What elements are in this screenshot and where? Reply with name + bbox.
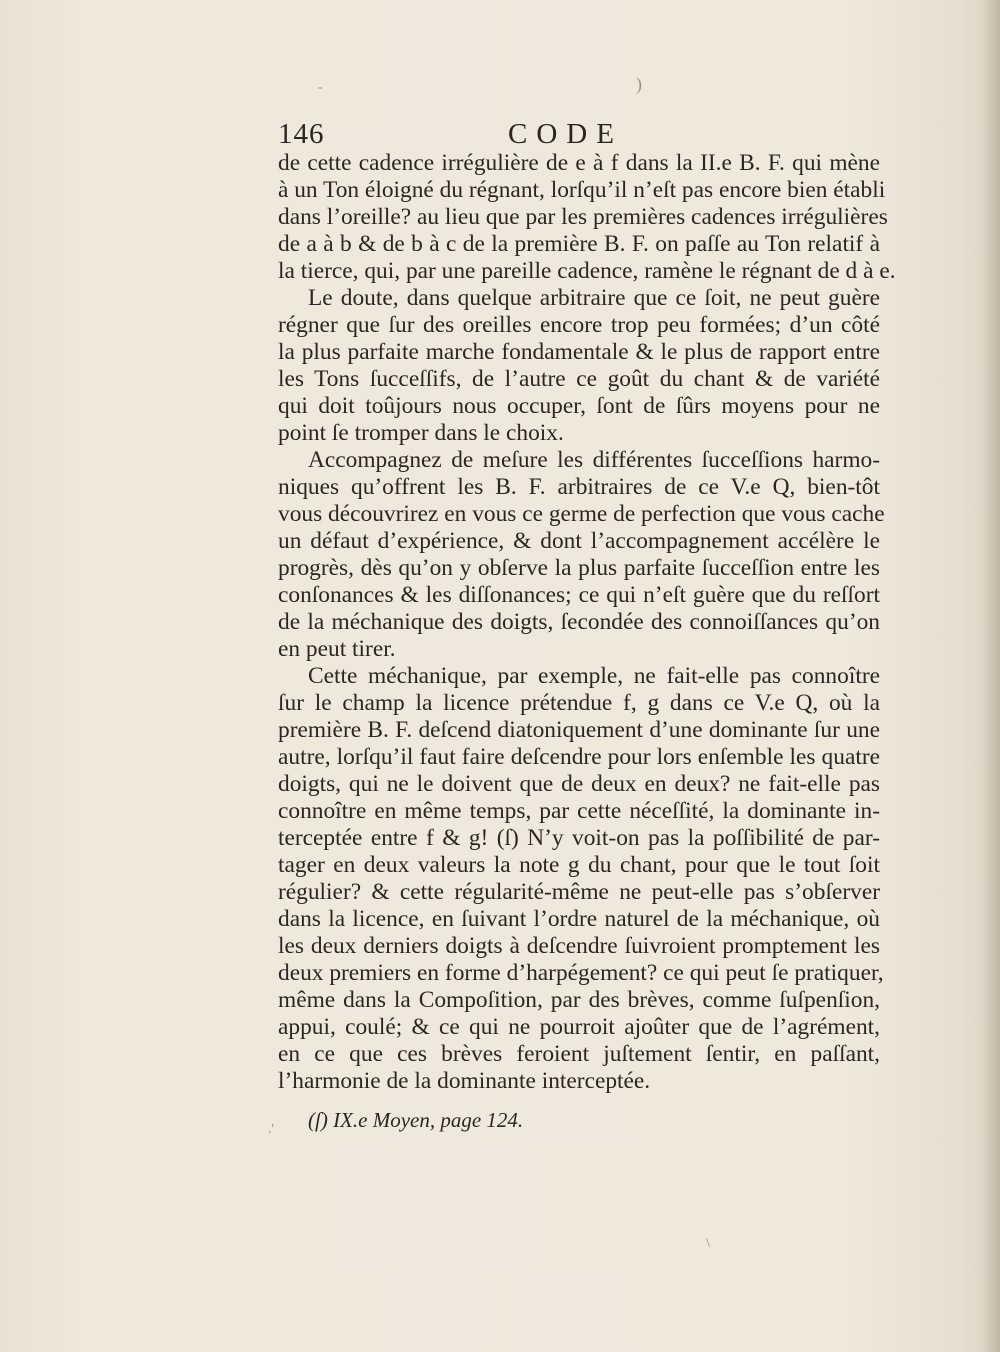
text-line: autre, lorſqu’il faut faire deſcendre pour lors enſemble les quatre — [278, 744, 880, 770]
text-line: les deux derniers doigts à deſcendre ſuivroient promptement les — [278, 933, 880, 959]
text-line: de a à b & de b à c de la première B. F. on paſſe au Ton relatif à — [278, 231, 880, 257]
footnote: (ſ) IX.e Moyen, page 124. — [308, 1108, 524, 1132]
text-line: Le doute, dans quelque arbitraire que ce ſoit, ne peut guère — [308, 285, 880, 311]
text-line: progrès, dès qu’on y obſerve la plus parfaite ſucceſſion entre les — [278, 555, 880, 581]
paper-speck: ) — [636, 74, 642, 94]
text-line: en ce que ces brèves feroient juſtement ſentir, en paſſant, — [278, 1041, 880, 1067]
body-text — [278, 150, 896, 1095]
text-line: vous découvrirez en vous ce germe de perfection que vous cache — [278, 501, 885, 527]
paper-speck: \ — [706, 1236, 710, 1251]
text-line: ſur le champ la licence prétendue f, g dans ce V.e Q, où la — [278, 690, 880, 716]
text-line: l’harmonie de la dominante interceptée. — [278, 1068, 651, 1094]
text-line: un défaut d’expérience, & dont l’accompagnement accélère le — [278, 528, 880, 554]
text-line: de cette cadence irrégulière de e à f dans la II.e B. F. qui mène — [278, 150, 880, 176]
text-line: deux premiers en forme d’harpégement? ce qui peut ſe pratiquer, — [278, 960, 884, 986]
text-line: qui doit toûjours nous occuper, ſont de ſûrs moyens pour ne — [278, 393, 880, 419]
page-number: 146 — [278, 118, 325, 150]
running-head: CODE — [508, 118, 623, 150]
text-line: de la méchanique des doigts, ſecondée des connoiſſances qu’on — [278, 609, 880, 635]
text-line: connoître en même temps, par cette néceſſité, la dominante in- — [278, 798, 880, 824]
text-line: régulier? & cette régularité-même ne peut-elle pas s’obſerver — [278, 879, 880, 905]
text-line: la tierce, qui, par une pareille cadence, ramène le régnant de d à e. — [278, 258, 896, 284]
text-line: dans la licence, en ſuivant l’ordre naturel de la méchanique, où — [278, 906, 880, 932]
text-line: régner que ſur des oreilles encore trop peu formées; d’un côté — [278, 312, 880, 338]
text-line: les Tons ſucceſſifs, de l’autre ce goût du chant & de variété — [278, 366, 880, 392]
paper-speck: .' — [268, 1122, 275, 1137]
text-line: conſonances & les diſſonances; ce qui n’eſt guère que du reſſort — [278, 582, 880, 608]
text-line: appui, coulé; & ce qui ne pourroit ajoûter que de l’agrément, — [278, 1014, 880, 1040]
text-line: doigts, qui ne le doivent que de deux en deux? ne fait-elle pas — [278, 771, 880, 797]
page-header — [278, 118, 878, 154]
text-line: à un Ton éloigné du régnant, lorſqu’il n’eſt pas encore bien établi — [278, 177, 886, 203]
text-line: tager en deux valeurs la note g du chant, pour que le tout ſoit — [278, 852, 880, 878]
text-line: première B. F. deſcend diatoniquement d’une dominante ſur une — [278, 717, 880, 743]
paper-speck: - — [318, 80, 323, 95]
text-line: même dans la Compoſition, par des brèves, comme ſuſpenſion, — [278, 987, 880, 1013]
text-line: Cette méchanique, par exemple, ne fait-elle pas connoître — [308, 663, 880, 689]
text-line: niques qu’offrent les B. F. arbitraires de ce V.e Q, bien-tôt — [278, 474, 880, 500]
text-line: dans l’oreille? au lieu que par les premières cadences irrégulières — [278, 204, 888, 230]
text-line: Accompagnez de meſure les différentes ſucceſſions harmo- — [308, 447, 880, 473]
text-line: en peut tirer. — [278, 636, 396, 662]
text-line: terceptée entre f & g! (ſ) N’y voit-on pas la poſſibilité de par- — [278, 825, 880, 851]
text-line: la plus parfaite marche fondamentale & le plus de rapport entre — [278, 339, 880, 365]
text-line: point ſe tromper dans le choix. — [278, 420, 564, 446]
page-edge-shadow — [982, 0, 1000, 1352]
